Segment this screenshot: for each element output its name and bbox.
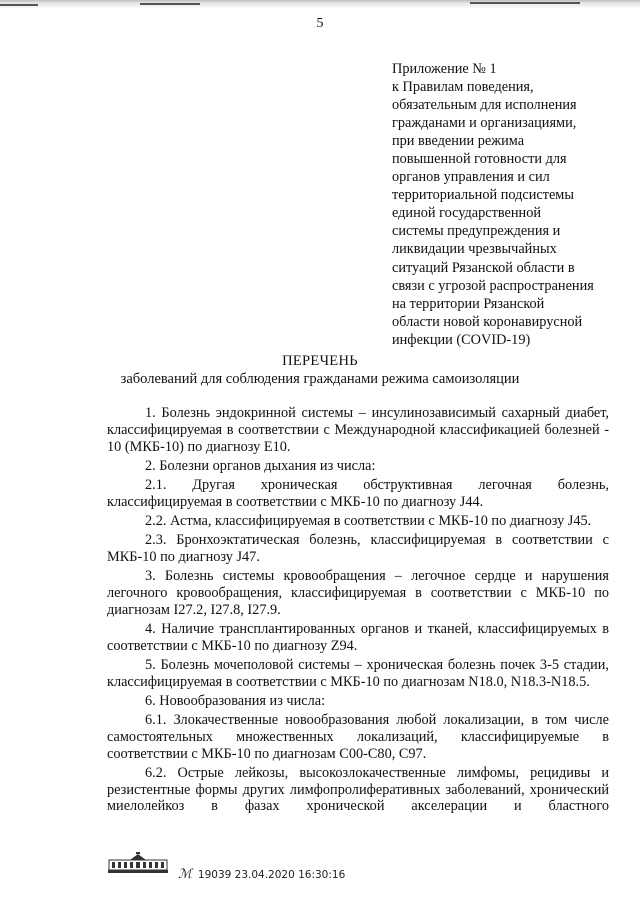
list-item: 2.1. Другая хроническая обструктивная легочная болезнь, классифицируемая в соответствии с МКБ-10 по диагнозу J44.	[107, 476, 609, 510]
stamp-text: 19039 23.04.2020 16:30:16	[197, 869, 346, 881]
disease-list	[107, 405, 609, 818]
list-item: 6.1. Злокачественные новообразования любой локализации, в том числе самостоятельных множественных локализаций, классифицируемые в соответствии с МКБ-10 по диагнозам C00-C80, C97.	[107, 712, 609, 762]
list-item: 6. Новообразования из числа:	[145, 692, 326, 709]
page-number: 5	[316, 16, 324, 31]
appendix-line: территориальной подсистемы	[392, 187, 574, 204]
list-item: 2.2. Астма, классифицируемая в соответствии с МКБ-10 по диагнозу J45.	[145, 512, 592, 529]
document-subtitle: заболеваний для соблюдения гражданами режима самоизоляции	[120, 371, 520, 387]
scan-artifact	[470, 2, 580, 4]
list-item: 4. Наличие трансплантированных органов и тканей, классифицируемых в соответствии с МКБ-10 по диагнозу Z94.	[107, 620, 609, 654]
appendix-line: обязательным для исполнения	[392, 97, 577, 114]
appendix-line: к Правилам поведения,	[392, 79, 534, 96]
appendix-header	[392, 60, 627, 349]
appendix-line: системы предупреждения и	[392, 223, 561, 240]
list-item: 2. Болезни органов дыхания из числа:	[145, 457, 376, 474]
list-item: 5. Болезнь мочеполовой системы – хроническая болезнь почек 3-5 стадии, классифицируемая в соответствии с МКБ-10 по диагнозам N18.0, N18.3-N18.5.	[107, 656, 609, 690]
list-item: 1. Болезнь эндокринной системы – инсулинозависимый сахарный диабет, классифицируемая в соответствии с Международной классификацией болезней - 10 (МКБ-10) по диагнозу E10.	[107, 405, 609, 455]
appendix-line: на территории Рязанской	[392, 295, 545, 312]
building-logo-icon	[108, 852, 168, 874]
scan-artifact	[140, 3, 200, 5]
appendix-line: при введении режима	[392, 133, 525, 150]
appendix-line: ликвидации чрезвычайных	[392, 241, 557, 258]
appendix-line: связи с угрозой распространения	[392, 277, 594, 294]
scan-artifact	[0, 4, 38, 6]
list-item: 6.2. Острые лейкозы, высокозлокачественные лимфомы, рецидивы и резистентные формы других лимфопролиферативных заболеваний, хронический миелолейкоз в фазах хронической акселерации и бластного	[107, 764, 609, 815]
document-stamp	[178, 866, 345, 882]
appendix-line: Приложение № 1	[392, 61, 497, 77]
appendix-line: области новой коронавирусной	[392, 313, 583, 330]
appendix-line: органов управления и сил	[392, 169, 550, 186]
appendix-line: гражданами и организациями,	[392, 115, 577, 132]
list-item: 2.3. Бронхоэктатическая болезнь, классифицируемая в соответствии с МКБ-10 по диагнозу J47.	[107, 532, 609, 565]
appendix-line: инфекции (COVID-19)	[392, 331, 531, 348]
appendix-line: ситуаций Рязанской области в	[392, 259, 575, 276]
document-title: ПЕРЕЧЕНЬ	[282, 353, 358, 369]
signature-mark: ℳ	[178, 866, 192, 881]
appendix-line: единой государственной	[392, 205, 542, 222]
list-item: 3. Болезнь системы кровообращения – легочное сердце и нарушения легочного кровообращения, классифицируемая в соответствии с МКБ-10 по диагнозам I27.2, I27.8, I27.9.	[107, 568, 609, 618]
appendix-line: повышенной готовности для	[392, 151, 567, 168]
